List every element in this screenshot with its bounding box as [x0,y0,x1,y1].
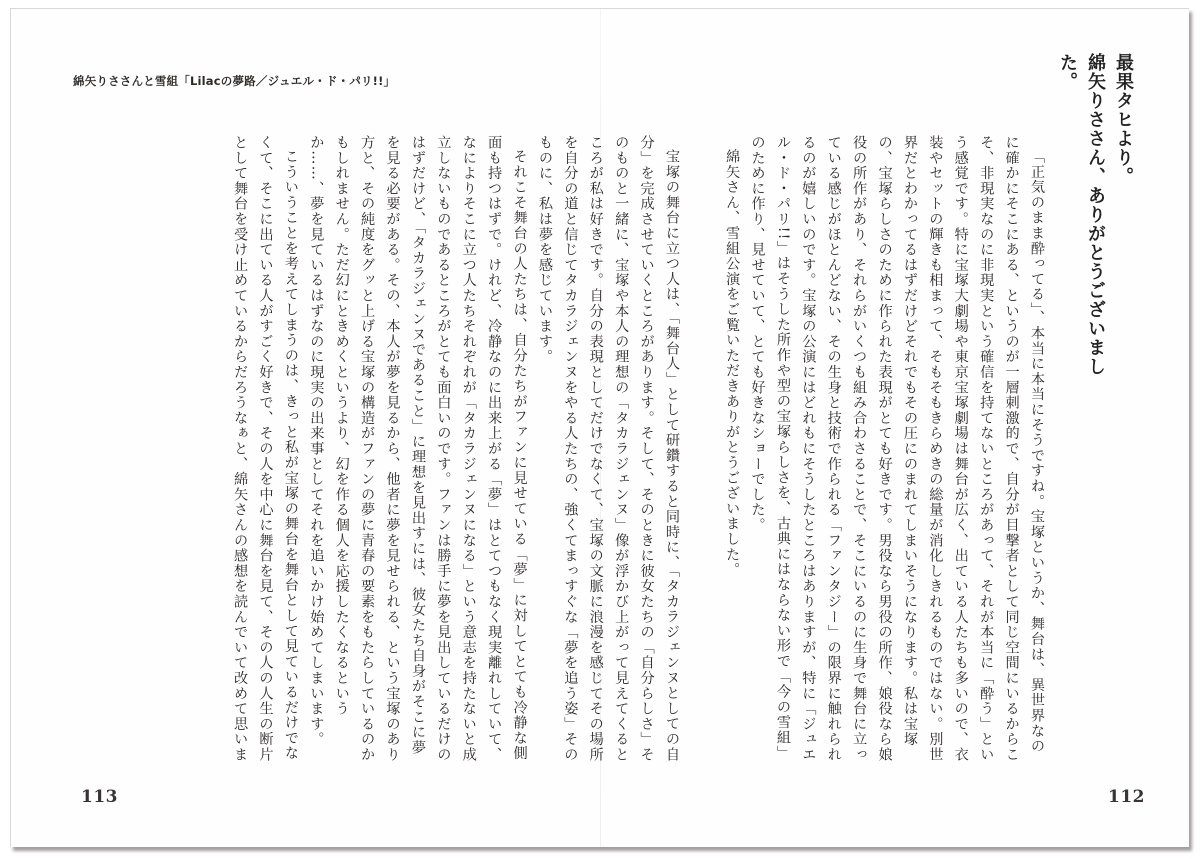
page-number-right: 112 [1108,787,1145,807]
closing-thanks: 綿矢さん、雪組公演をご覧いただきありがとうございました。 [724,149,741,578]
running-head: 綿矢りささんと雪組「Lilacの夢路／ジュエル・ド・パリ!!」 [73,74,396,88]
title-line-author: 最果タヒより。 [1113,53,1134,186]
body-text-page-112 [724,135,1049,765]
page-number-left: 113 [81,787,118,807]
book-spread [10,8,1189,847]
paragraph: それこそ舞台の人たちは、自分たちがファンに見せている「夢」に対してとても冷静な側面も持つはずで。けれど、冷静なのに出来上がる「夢」はとてつもなく現実離れしていて、なによりそこに立つ人たちそれぞれが「タカラジェンヌになる」という意志を持たないと成立しないものであるところがとても面白いのです。ファンは勝手に夢を見出しているだけのはずだけど、「タカラジェンヌであること」に理想を見出すには、彼女たち自身がそこに夢を見る必要がある。その、本人が夢を見るから、他者に夢を見せられる、という宝塚のあり方と、その純度をグッと上げる宝塚の構造がファンの夢に青春の要素をもたらしているのかもしれません。ただ幻にときめくというより、幻を作る個人を応援したくなるというか……、夢を見ているはずなのに現実の出来事としてそれを追いかけ始めてしまいます。 [308,135,528,763]
body-text-page-113 [79,135,684,765]
article-title [1053,53,1137,413]
paragraph: 「正気のまま酔ってる」、本当に本当にそうですね。宝塚というか、舞台は、異世界なのに確かにそこにある、というのが一層刺激的で、自分が目撃者として同じ空間にいるからこそ、非現実なのに非現実という確信を持てないところがあって、それが本当に「酔う」という感覚です。特に宝塚大劇場や東京宝塚劇場は舞台が広く、出ている人たちも多いので、衣装やセットの輝きも相まって、そもそもきらめきの総量が消化しきれるものではない。別世界だとわかってるはずだけどそれでもその圧にのまれてしまいそうになります。私は宝塚の、宝塚らしさのために作られた表現がとても好きです。男役なら男役の所作、娘役なら娘役の所作があり、それらがいくつも組み合わさることで、そこにいるのに生身で舞台に立っている感じがほとんどない、その生身と技術で作られる「ファンタジー」の限界に触れられるのが嬉しいのです。宝塚の公演にはどれもにそうしたところはありますが、特に「ジュエル・ド・パリ!!」はそうした所作や型の宝塚らしさを、古典にはならない形で「今の雪組」のために作り、見せていて、とても好きなショーでした。 [749,135,1045,763]
title-line-thanks: 綿矢りささん、ありがとうございました。 [1057,53,1106,376]
paragraph: 宝塚の舞台に立つ人は、「舞台人」として研鑽すると同時に、「タカラジェンヌとしての自分」を完成させていくところがあります。そして、そのときに彼女たちの「自分らしさ」そのものと一緒に、宝塚や本人の理想の「タカラジェンヌ」像が浮かび上がって見えてくるところが私は好きです。自分の表現としてだけでなくて、宝塚の文脈に浪漫を感じてその場所を自分の道と信じてタカラジェンヌをやる人たちの、強くてまっすぐな「夢を追う姿」そのものに、私は夢を感じています。 [536,135,680,763]
paragraph: こういうことを考えてしまうのは、きっと私が宝塚の舞台を舞台として見ているだけでなくて、そこに出ている人がすごく好きで、その人を中心に舞台を見て、その人の人生の断片として舞台を受け止めているからだろうなぁと、綿矢さんの感想を読んでいて改めて思いま [232,135,299,763]
